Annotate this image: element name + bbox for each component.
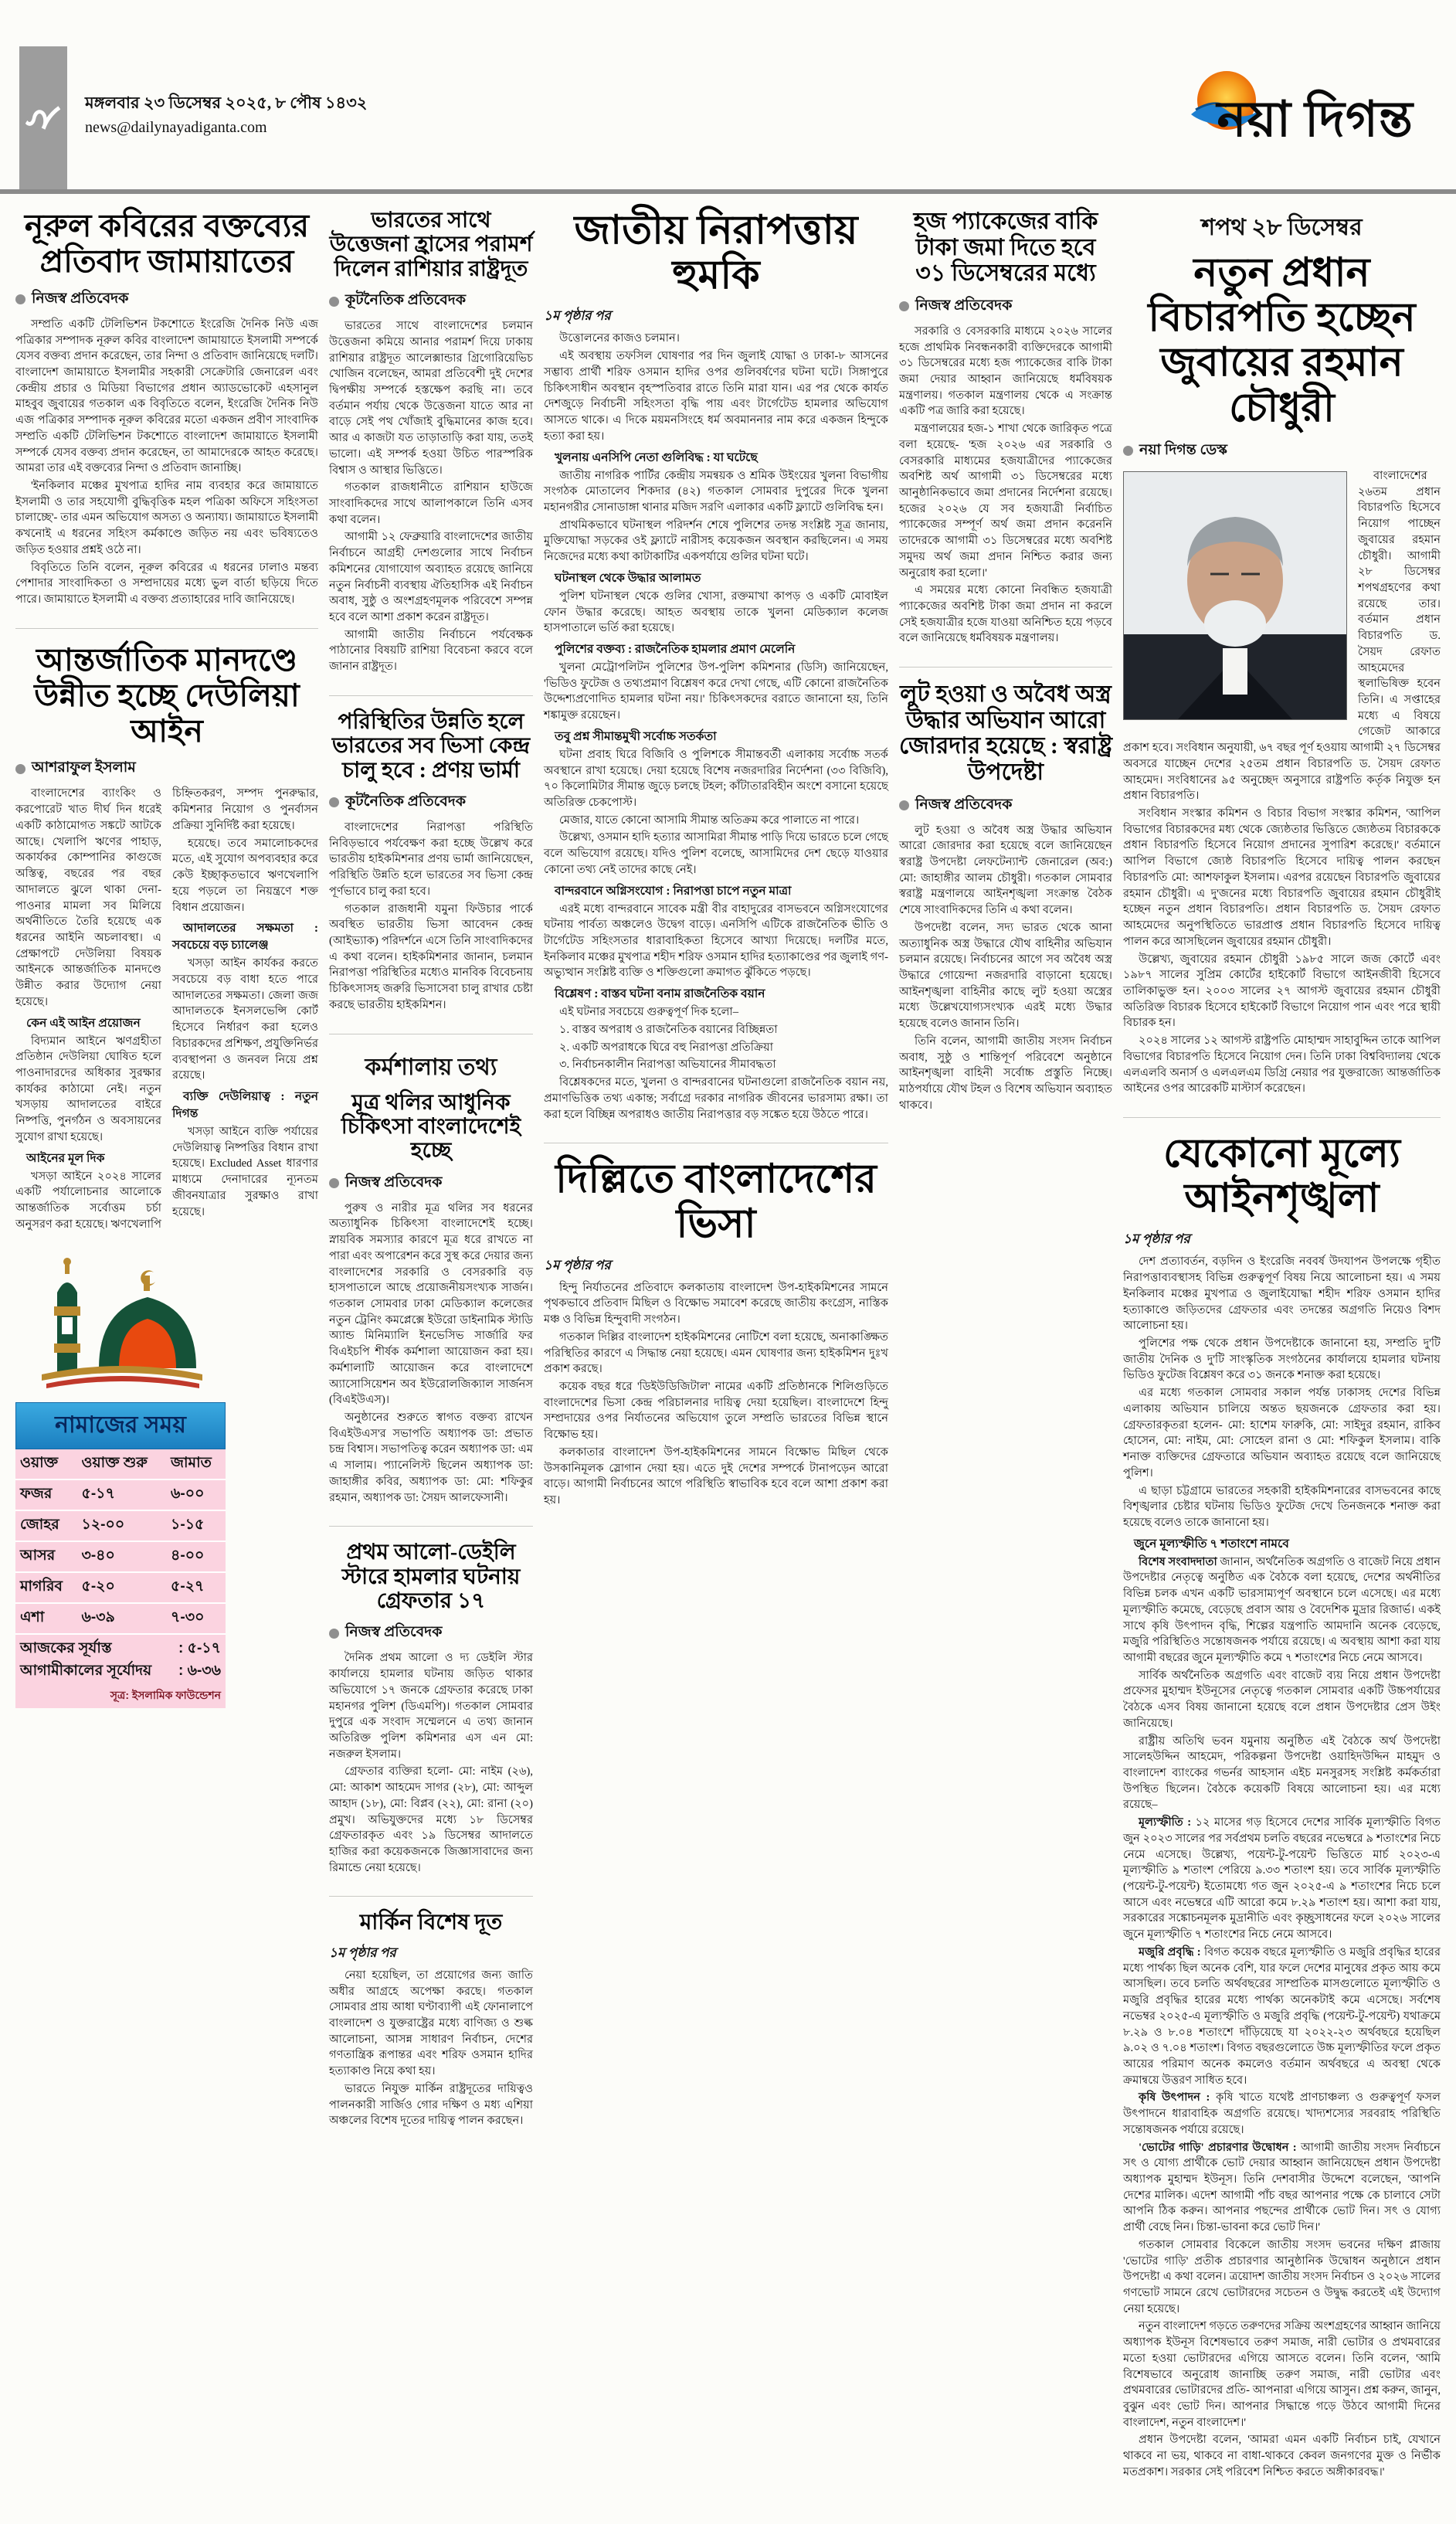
continued-from-note: ১ম পৃষ্ঠার পর: [544, 1257, 611, 1272]
header-meta: [85, 91, 367, 139]
article-paragraph: নতুন বাংলাদেশ গড়তে তরুণদের সক্রিয় অংশগ্রহণের আহ্বান জানিয়ে অধ্যাপক ইউনূস বিশেষভাবে তরুণ সমাজ, নারী ভোটার ও প্রথমবারের মতো হওয়া ভোটারদের এগিয়ে আসতে বলেন। তিনি বলেন, 'আমি বিশেষভাবে অনুরোধ জানাচ্ছি তরুণ সমাজ, নারী ভোটার এবং প্রথমবারের ভোটারদের প্রতি- আপনারা এগিয়ে আসুন। প্রশ্ন করুন, জানুন, বুঝুন এবং ভোট দিন। আপনার সিদ্ধান্তে গড়ে উঠবে আগামী দিনের বাংলাদেশ, নতুন বাংলাদেশ।': [1123, 2320, 1441, 2429]
article-body: [329, 1650, 533, 1876]
article-paragraph: ২০২৪ সালের ১২ আগস্ট রাষ্ট্রপতি মোহাম্মদ সাহাবুদ্দিন তাকে আপিল বিভাগের বিচারপতি হিসেবে নিয়োগ দেন। তিনি ঢাকা বিশ্ববিদ্যালয় থেকে এলএলবি অনার্স ও এলএলএম ডিগ্রি নেয়ার পর যুক্তরাজ্যে আন্তর্জাতিক আইনের ওপর আরেকটি মাস্টার্স করেছেন।: [1123, 1034, 1441, 1096]
article: [1123, 1117, 1441, 2481]
article-byline: [15, 287, 318, 312]
article: [329, 1526, 533, 1876]
continued-from-note: ১ম পৃষ্ঠার পর: [544, 308, 611, 324]
article-byline: [329, 289, 533, 314]
article-paragraph: 'ইনকিলাব মঞ্চের মুখপাত্র হাদির নাম ব্যবহার করে জামায়াতে ইসলামী ও তার সহযোগী বুদ্ধিবৃত্তিক মহল পত্রিকা অফিসে সহিংসতা চালাচ্ছে'- তার এমন অভিযোগ অসত্য ও অন্যায্য। জামায়াতে ইসলামী কখনোই এ ধরনের সহিংস কর্মকাণ্ডে জড়িত নয় এবং ভবিষ্যতেও জড়িত হওয়ার প্রশ্নই ওঠে না।: [15, 480, 318, 556]
sunset-label: আজকের সূর্যাস্ত: [20, 1640, 112, 1657]
byline-name: নিজস্ব প্রতিবেদক: [32, 290, 129, 307]
page-number-block: [15, 46, 67, 189]
article-paragraph: পুরুষ ও নারীর মূত্র থলির সব ধরনের অত্যাধুনিক চিকিৎসা বাংলাদেশেই হচ্ছে। স্নায়বিক সমস্যার কারণে মূত্র ধরে রাখতে না পারা এবং অপারেশন করে সুস্থ করে দেয়ার জন্য বাংলাদেশের সরকারি ও বেসরকারি বড় হাসপাতালে আছে প্রয়োজনীয়সংখ্যক সার্জন। গতকাল সোমবার ঢাকা মেডিক্যাল কলেজের নতুন ট্রেনিং কমপ্লেক্সে ইউরো ডাইনামিক স্টাডি অ্যান্ড মিনিম্যালি ইনভেসিভ সার্জারি ফর বিএইচপি শীর্ষক কর্মশালা আয়োজন করা হয়। কর্মশালাটি আয়োজন করে বাংলাদেশে অ্যাসোসিয়েশন অব ইউরোলজিক্যাল সার্জনস (বিএইউএস)।: [329, 1201, 533, 1407]
article-body: [329, 1201, 533, 1507]
article-headline: মার্কিন বিশেষ দূত: [359, 1911, 503, 1935]
article-paragraph: ৩. নির্বাচনকালীন নিরাপত্তা অভিযানের সীমাবদ্ধতা: [559, 1058, 776, 1072]
article: [544, 209, 888, 1123]
article-paragraph: নেয়া হয়েছিল, তা প্রয়োগের জন্য জাতি অধীর আগ্রহে অপেক্ষা করছে। গতকাল সোমবার প্রায় আধা ঘণ্টাব্যাপী এই ফোনালাপে বাংলাদেশ ও যুক্তরাষ্ট্রের মধ্যে বাণিজ্য ও শুল্ক আলোচনা, আসন্ন সাধারণ নির্বাচন, দেশের গণতান্ত্রিক রূপান্তর এবং শরিফ ওসমান হাদির হত্যাকাণ্ড নিয়ে কথা হয়।: [329, 1969, 533, 2078]
prayer-time: ৫-১৭: [77, 1479, 167, 1510]
page-header: [0, 0, 1456, 192]
prayer-times-widget: [15, 1252, 226, 1708]
prayer-name: মাগরিব: [15, 1572, 77, 1603]
article-paragraph: প্রধান উপদেষ্টা বলেন, 'আমরা এমন একটি নির্বাচন চাই, যেখানে থাকবে না ভয়, থাকবে না বাধা-থাকবে কেবল জনগণের মুক্ত ও নির্ভীক মতপ্রকাশ। সরকার সেই পরিবেশ নিশ্চিত করতে অঙ্গীকারবদ্ধ।': [1123, 2434, 1441, 2478]
prayer-col-header: ওয়াক্ত: [15, 1449, 77, 1479]
byline-bullet-icon: [899, 800, 909, 810]
article-paragraph: হয়েছে। তবে সমালোচকদের মতে, এই সুযোগ অপব্যবহার করে কেউ ইচ্ছাকৃতভাবে ঋণখেলাপি হয়ে পড়লে তা নিয়ন্ত্রণে শক্ত বিধান প্রয়োজন।: [172, 837, 318, 914]
sunset-row: [20, 1638, 221, 1660]
prayer-time: ৭-৩০: [166, 1603, 226, 1634]
prayer-name: ফজর: [15, 1479, 77, 1510]
article-paragraph: রাষ্ট্রীয় অতিথি ভবন যমুনায় অনুষ্ঠিত এই বৈঠকে অর্থ উপদেষ্টা সালেহউদ্দিন আহমেদ, পরিকল্পনা উপদেষ্টা ওয়াহিদউদ্দিন মাহমুদ ও বাংলাদেশ ব্যাংকের গভর্নর আহসান এইচ মনসুরসহ সংশ্লিষ্ট কর্মকর্তারা উপস্থিত ছিলেন। বৈঠকে কয়েকটি বিষয়ে আলোচনা হয়। এর মধ্যে রয়েছে–: [1123, 1734, 1441, 1812]
article-byline: [899, 793, 1112, 818]
article-paragraph: খসড়া আইন কার্যকর করতে সবচেয়ে বড় বাধা হতে পারে আদালতের সক্ষমতা। জেলা জজ আদালতকে ইনসলভেন্সি কোর্ট হিসেবে নির্ধারণ করা হলেও বিচারকদের প্রশিক্ষণ, প্রযুক্তিনির্ভর ব্যবস্থাপনা ও জনবল নিয়ে প্রশ্ন রয়েছে।: [172, 957, 318, 1082]
byline-bullet-icon: [329, 1178, 339, 1188]
article-subhead: তবু প্রশ্ন সীমান্তমুখী সর্বোচ্চ সতর্কতা: [555, 729, 717, 743]
prayer-name: জোহর: [15, 1510, 77, 1541]
article-byline: [899, 294, 1112, 319]
article-paragraph: আগামী জাতীয় নির্বাচনে পর্যবেক্ষক পাঠানোর বিষয়টি রাশিয়া বিবেচনা করবে বলে জানান রাষ্ট্রদূত।: [329, 628, 533, 674]
article-byline: [329, 790, 533, 815]
byline-bullet-icon: [329, 797, 339, 807]
article-paragraph: উল্লেখ্য, ওসমান হাদি হত্যার আসামিরা সীমান্ত পাড়ি দিয়ে ভারতে চলে গেছে বলে অভিযোগ রয়েছে। যদিও পুলিশ বলেছে, আসামিদের দেশ ছেড়ে যাওয়ার কোনো তথ্য নেই তাদের কাছে নেই।: [544, 831, 888, 876]
article-paragraph: সরকারি ও বেসরকারি মাধ্যমে ২০২৬ সালের হজে প্রাথমিক নিবন্ধনকারী ব্যক্তিদেরকে আগামী ৩১ ডিসেম্বরের মধ্যে হজ প্যাকেজের বাকি টাকা জমা দেয়ার আহ্বান জানিয়েছে ধর্মবিষয়ক মন্ত্রণালয়। গতকাল মন্ত্রণালয় থেকে এ সংক্রান্ত একটি পত্র জারি করা হয়েছে।: [899, 324, 1112, 418]
article-body: [899, 823, 1112, 1114]
prayer-time: ৫-২০: [77, 1572, 167, 1603]
article-paragraph: দৈনিক প্রথম আলো ও দ্য ডেইলি স্টার কার্যালয়ে হামলার ঘটনায় জড়িত থাকার অভিযোগে ১৭ জনকে গ্রেফতার করেছে ঢাকা মহানগর পুলিশ (ডিএমপি)। গতকাল সোমবার দুপুরে এক সংবাদ সম্মেলনে এ তথ্য জানান অতিরিক্ত পুলিশ কমিশনার এস এন মো: নজরুল ইসলাম।: [329, 1652, 533, 1761]
article-subhead: জুনে মূল্যস্ফীতি ৭ শতাংশে নামবে: [1134, 1537, 1289, 1551]
sunset-value: : ৫-১৭: [178, 1640, 221, 1657]
article-body: [1123, 468, 1441, 1097]
article-paragraph: আগামী ১২ ফেব্রুয়ারি বাংলাদেশের জাতীয় নির্বাচনে আগ্রহী দেশগুলোর সাথে নির্বাচন কমিশনের যোগাযোগ অব্যাহত রয়েছে জানিয়ে নতুন নির্বাচনী ব্যবস্থায় ঐতিহাসিক এই নির্বাচন অবাধ, সুষ্ঠু ও অংশগ্রহণমূলক পরিবেশে সম্পন্ন হবে বলে আশা প্রকাশ করেন রাষ্ট্রদূত।: [329, 531, 533, 624]
article-headline: ভারতের সাথে উত্তেজনা হ্রাসের পরামর্শ দিলেন রাশিয়ার রাষ্ট্রদূত: [329, 209, 533, 281]
prayer-row: [15, 1572, 226, 1603]
paragraph-lead: কৃষি উৎপাদন :: [1139, 2091, 1210, 2104]
mosque-icon: [28, 1252, 213, 1399]
paragraph-lead: বিশেষ সংবাদদাতা: [1139, 1555, 1217, 1568]
article-body: [15, 317, 318, 608]
article-byline: [15, 756, 318, 781]
prayer-time: ১-১৫: [166, 1510, 226, 1541]
sunrise-label: আগামীকালের সূর্যোদয়: [20, 1662, 152, 1679]
article-paragraph: খুলনা মেট্রোপলিটন পুলিশের উপ-পুলিশ কমিশনার (ডিসি) জানিয়েছেন, 'ভিডিও ফুটেজ ও তথ্যপ্রমাণ বিশ্লেষণ করে দেখা গেছে, এটি কোনো রাজনৈতিক উদ্দেশ্যপ্রণোদিত হামলার ঘটনা নয়।' চিকিৎসকদের বরাতে জানানো হয়, তিনি শঙ্কামুক্ত রয়েছেন।: [544, 661, 888, 722]
article-paragraph: গতকাল সোমবার বিকেলে জাতীয় সংসদ ভবনের দক্ষিণ প্লাজায় 'ভোটের গাড়ি' প্রতীক প্রচারণার আনুষ্ঠানিক উদ্বোধন অনুষ্ঠানে প্রধান উপদেষ্টা এ কথা বলেন। ত্রয়োদশ জাতীয় সংসদ নির্বাচন ও ২০২৬ সালের গণভোট সামনে রেখে ভোটারদের সচেতন ও উদ্বুদ্ধ করতেই এই উদ্যোগ নেয়া হয়েছে।: [1123, 2238, 1441, 2315]
article-subhead: বিশ্লেষণ : বাস্তব ঘটনা বনাম রাজনৈতিক বয়ান: [555, 987, 765, 1001]
article: [15, 209, 318, 608]
byline-name: আশরাফুল ইসলাম: [32, 759, 136, 776]
byline-bullet-icon: [329, 1629, 339, 1639]
article-paragraph: কয়েক বছর ধরে 'ডিইউডিজিটাল' নামের একটি প্রতিষ্ঠানকে শিলিগুড়িতে বাংলাদেশের ভিসা কেন্দ্র পরিচালনার দায়িত্ব দেয়া হয়েছিল। বাংলাদেশে হিন্দু সম্প্রদায়ের ওপর নির্যাতনের অভিযোগ তুলে সম্প্রতি ভারতের বিভিন্ন স্থানে বিক্ষোভ হয়।: [544, 1381, 888, 1442]
article-subhead: পুলিশের বক্তব্য : রাজনৈতিক হামলার প্রমাণ মেলেনি: [555, 642, 796, 656]
date-line: মঙ্গলবার ২৩ ডিসেম্বর ২০২৫, ৮ পৌষ ১৪৩২: [85, 93, 368, 112]
article-paragraph: খসড়া আইনে ২০২৪ সালের একটি পর্যালোচনার আলোকে আন্তর্জাতিক সর্বোত্তম চর্চা অনুসরণ করা হয়েছে। ঋণখেলাপি চিহ্নিতকরণ, সম্পদ পুনরুদ্ধার, কমিশনার নিয়োগ ও পুনর্বাসন প্রক্রিয়া সুনির্দিষ্ট করা হয়েছে।: [15, 787, 318, 1231]
prayer-title: নামাজের সময়: [15, 1402, 226, 1449]
article-byline: [329, 1621, 533, 1646]
byline-name: নিজস্ব প্রতিবেদক: [345, 1624, 443, 1641]
article-byline: [329, 1171, 533, 1196]
article: [1123, 209, 1441, 1097]
article-paragraph: ঘটনা প্রবাহ ঘিরে বিজিবি ও পুলিশকে সীমান্তবর্তী এলাকায় সর্বোচ্চ সতর্ক অবস্থানে রাখা হয়েছে। দেয়া হয়েছে বিশেষ নজরদারির নির্দেশনা (৩৩ বিজিবি), ৭০ কিলোমিটার সীমান্ত জুড়ে চলছে টহল; কাঁটাতারবিহীন অংশে বসানো হয়েছে অতিরিক্ত চেকপোস্ট।: [544, 748, 888, 809]
article-paragraph: এরই মধ্যে বান্দরবানে সাবেক মন্ত্রী বীর বাহাদুরের বাসভবনে অগ্নিসংযোগের ঘটনায় পার্বত্য অঞ্চলেও উদ্বেগ বাড়ে। এনসিপি এটিকে রাজনৈতিক ভীতি ও টার্গেটেড সহিংসতার ধারাবাহিকতা হিসেবে আখ্যা দিয়েছে। দলটির মতে, ইনকিলাব মঞ্চের মুখপাত্র শহীদ শরিফ ওসমান হাদির হত্যাকাণ্ডের পর জুলাই গণ-অভ্যুত্থান সংশ্লিষ্ট ব্যক্তি ও শক্তিগুলো ক্রমাগত ঝুঁকিতে পড়ছে।: [544, 902, 888, 980]
article-paragraph: ভারতে নিযুক্ত মার্কিন রাষ্ট্রদূতের দায়িত্বও পালনকারী সার্জিও গোর দক্ষিণ ও মধ্য এশিয়া অঞ্চলের বিশেষ দূতের দায়িত্ব পালন করছেন।: [329, 2082, 533, 2128]
article-headline: পরিস্থিতির উন্নতি হলে ভারতের সব ভিসা কেন্দ্র চালু হবে : প্রণয় ভার্মা: [331, 709, 531, 783]
article-paragraph: মূল্যস্ফীতি : ১২ মাসের গড় হিসেবে দেশের সার্বিক মূল্যস্ফীতি বিগত জুন ২০২৩ সালের পর সর্বপ্রথম চলতি বছরের নভেম্বরে ৯ শতাংশের নিচে নেমে এসেছে। উল্লেখ্য, পয়েন্ট-টু-পয়েন্ট ভিত্তিতে মার্চ ২০২৩-এ মূল্যস্ফীতি ৯ শতাংশ পেরিয়ে ৯.৩৩ শতাংশ হয়। তবে সার্বিক মূল্যস্ফীতি (পয়েন্ট-টু-পয়েন্ট) ইতোমধ্যে গত জুন ২০২৫-এ ৯ শতাংশের নিচে চলে আসে এবং নভেম্বরে এটি আরো কমে ৮.২৯ শতাংশ হয়। আশা করা যায়, সরকারের সঙ্কোচনমূলক মুদ্রানীতি এবং কৃচ্ছ্রসাধনের ফলে ২০২৬ সালের জুনে মূল্যস্ফীতি ৭ শতাংশের নিচে নেমে আসবে।: [1123, 1816, 1441, 1941]
article-paragraph: সম্প্রতি একটি টেলিভিশন টকশোতে ইংরেজি দৈনিক নিউ এজ পত্রিকার সম্পাদক নূরুল কবির বাংলাদেশ জামায়াতে ইসলামী সম্পর্কে যেসব বক্তব্য প্রদান করেছেন, তার নিন্দা ও প্রতিবাদ জানিয়েছে দলটি। বাংলাদেশ জামায়াতে ইসলামীর সহকারী সেক্রেটারি জেনারেল এবং কেন্দ্রীয় প্রচার ও মিডিয়া বিভাগের প্রধান অ্যাডভোকেট এহসানুল মাহবুব জুবায়ের গতকাল এক বিবৃতিতে বলেন, ইংরেজি দৈনিক নিউ এজ পত্রিকার সম্পাদক নূরুল কবিরের মতো একজন প্রবীণ সাংবাদিক সম্প্রতি একটি টেলিভিশন টকশোতে বাংলাদেশ জামায়াতে ইসলামী সম্পর্কে যেসব বক্তব্য প্রদান করেছেন, তা আমাদেরকে আহত করেছে। আমরা তার এই বক্তব্যের নিন্দা ও প্রতিবাদ জানাচ্ছি।: [15, 318, 318, 475]
article-body: [1123, 1254, 1441, 2480]
column-3: [544, 207, 888, 1529]
prayer-source: সূত্র: ইসলামিক ফাউন্ডেশন: [15, 1685, 226, 1708]
article-subhead: আদালতের সক্ষমতা : সবচেয়ে বড় চ্যালেঞ্জ: [172, 922, 318, 953]
article: [329, 1034, 533, 1507]
prayer-col-header: জামাত: [166, 1449, 226, 1479]
article-paragraph: পুলিশ ঘটনাস্থল থেকে গুলির খোসা, রক্তমাখা কাপড় ও একটি মোবাইল ফোন উদ্ধার করেছে। আহত অবস্থায় তাকে খুলনা মেডিক্যাল কলেজ হাসপাতালে ভর্তি করা হয়েছে।: [544, 589, 888, 635]
sunrise-row: [20, 1660, 221, 1683]
article-subhead: খুলনায় এনসিপি নেতা গুলিবিদ্ধ : যা ঘটেছে: [555, 450, 758, 464]
byline-bullet-icon: [1123, 446, 1133, 456]
article-paragraph: বিদ্যমান আইনে ঋণগ্রহীতা প্রতিষ্ঠান দেউলিয়া ঘোষিত হলে পাওনাদারদের অধিকার সুরক্ষার কার্যকর কাঠামো নেই। নতুন খসড়ায় আদালতের বাইরে নিষ্পত্তি, পুনর্গঠন ও অবসায়নের সুযোগ রাখা হয়েছে।: [15, 1034, 161, 1143]
article-headline: হজ প্যাকেজের বাকি টাকা জমা দিতে হবে ৩১ ডিসেম্বরের মধ্যে: [913, 209, 1098, 287]
article-paragraph: সার্বিক অর্থনৈতিক অগ্রগতি এবং বাজেট ব্যয় নিয়ে প্রধান উপদেষ্টা প্রফেসর মুহাম্মদ ইউনূসের নেতৃত্বে গতকাল সোমবার একটি উচ্চপর্যায়ের বৈঠকে এসব বিষয় জানানো হয়েছে বলে প্রধান উপদেষ্টার প্রেস উইং জানিয়েছে।: [1123, 1669, 1441, 1730]
article: [15, 628, 318, 1233]
article-paragraph: ভারতের সাথে বাংলাদেশের চলমান উত্তেজনা কমিয়ে আনার পরামর্শ দিয়ে ঢাকায় রাশিয়ার রাষ্ট্রদূত আলেক্সান্ডার গ্রিগোরিয়েভিচ খোজিন বলেছেন, আমরা প্রতিবেশী দুই দেশের দ্বিপক্ষীয় সম্পর্কে হস্তক্ষেপ করছি না। তবে বর্তমান পর্যায় থেকে উত্তেজনা যাতে আর না বাড়ে সেই পথ খোঁজাই বুদ্ধিমানের কাজ হবে। আর এ কাজটা যত তাড়াতাড়ি করা যায়, ততই ভালো। এই সম্পর্ক হওয়া উচিত পারস্পরিক বিশ্বাস ও আস্থার ভিত্তিতে।: [329, 320, 533, 477]
article-headline: দিল্লিতে বাংলাদেশের ভিসা: [555, 1157, 877, 1247]
prayer-extra: [15, 1635, 226, 1685]
article-paragraph: মন্ত্রণালয়ের হজ-১ শাখা থেকে জারিকৃত পত্রে বলা হয়েছে- 'হজ ২০২৬ এর সরকারি ও বেসরকারি মাধ্যমের হজযাত্রীদের প্যাকেজের অবশিষ্ট অর্থ আগামী ৩১ ডিসেম্বরের মধ্যে আনুষ্ঠানিকভাবে জমা প্রদানের নির্দেশনা রয়েছে। হজের ২০২৬ যে সব হজযাত্রী নির্বাচিত প্যাকেজের সম্পূর্ণ অর্থ জমা প্রদান করেননি তাদেরকে আগামী ৩১ ডিসেম্বরের মধ্যে অবশিষ্ট সমুদয় অর্থ জমা প্রদান নিশ্চিত করার জন্য অনুরোধ করা হলো।': [899, 423, 1112, 579]
article-paragraph: গতকাল দিল্লির বাংলাদেশ হাইকমিশনের নোটিশে বলা হয়েছে, অনাকাঙ্ক্ষিত পরিস্থিতির কারণে এ সিদ্ধান্ত নেয়া হয়েছে। এমন ঘোষণার জন্য হাইকমিশন দুঃখ প্রকাশ করছে।: [544, 1330, 888, 1376]
article-paragraph: বিশ্লেষকদের মতে, খুলনা ও বান্দরবানের ঘটনাগুলো রাজনৈতিক বয়ান নয়, প্রমাণভিত্তিক তথ্য একান্ত; সর্বাগ্রে দরকার নাগরিক জীবনের ভারসাম্য রক্ষা। তা করা হলে বিচ্ছিন্ন অপরাধও জাতীয় নিরাপত্তার বড় সঙ্কেত হয়ে উঠতে পারে।: [544, 1076, 888, 1121]
article-headline: নতুন প্রধান বিচারপতি হচ্ছেন জুবায়ের রহমান চৌধুরী: [1148, 251, 1416, 430]
article-paragraph: 'ভোটের গাড়ি' প্রচারণার উদ্বোধন : আগামী জাতীয় সংসদ নির্বাচনে সৎ ও যোগ্য প্রার্থীকে ভোট দেয়ার আহ্বান জানিয়েছেন প্রধান উপদেষ্টা অধ্যাপক মুহাম্মদ ইউনূস। তিনি দেশবাসীর উদ্দেশে বলেছেন, 'আপনি দেশের মালিক। এদেশ আগামী পাঁচ বছর আপনার পক্ষে কে চালাবে সেটা আপনি ঠিক করুন। আপনার পছন্দের প্রার্থীকে ভোট দিন। সৎ ও যোগ্য প্রার্থী বেছে নিন। চিন্তা-ভাবনা করে ভোট দিন।': [1123, 2141, 1441, 2234]
prayer-time: ৬-০০: [166, 1479, 226, 1510]
prayer-time: ৫-২৭: [166, 1572, 226, 1603]
continued-from-note: ১ম পৃষ্ঠার পর: [1123, 1231, 1190, 1247]
masthead-title: নয়া দিগন্ত: [1217, 92, 1414, 147]
page-number: ২: [15, 103, 66, 133]
article-paragraph: ২. একটি অপরাধকে ঘিরে বহু নিরাপত্তা প্রতিক্রিয়া: [559, 1041, 773, 1054]
article-kicker: শপথ ২৮ ডিসেম্বর: [1201, 215, 1363, 240]
article-headline: মূত্র থলির আধুনিক চিকিৎসা বাংলাদেশেই হচ্ছে: [341, 1090, 521, 1163]
byline-name: কূটনৈতিক প্রতিবেদক: [345, 793, 467, 810]
article-body: [544, 331, 888, 1123]
portrait-image: [1124, 472, 1346, 719]
article-paragraph: সংবিধান সংস্কার কমিশন ও বিচার বিভাগ সংস্কার কমিশন, 'আপিল বিভাগের বিচারকদের মধ্য থেকে জ্যেষ্ঠতার ভিত্তিতে জ্যেষ্ঠতম বিচারককে প্রধান বিচারপতি হিসেবে নিয়োগ প্রদানের সুপারিশ করেছে।' বর্তমানে আপিল বিভাগে জ্যেষ্ঠ বিচারপতি হিসেবে দায়িত্ব পালন করছেন বিচারপতি মো: আশফাকুল ইসলাম। এরপর রয়েছেন বিচারপতি জুবায়ের রহমান চৌধুরী। এ দু'জনের মধ্যে বিচারপতি জুবায়ের রহমান চৌধুরীই হচ্ছেন নতুন প্রধান বিচারপতি। প্রধান বিচারপতি ড. সৈয়দ রেফাত আহমেদের অনুপস্থিতিতে ভারপ্রাপ্ত প্রধান বিচারপতি হিসেবে দায়িত্ব পালন করে আসছিলেন জুবায়ের রহমান চৌধুরী।: [1123, 807, 1441, 948]
article-headline: লুট হওয়া ও অবৈধ অস্ত্র উদ্ধার অভিযান আরো জোরদার হয়েছে : স্বরাষ্ট্র উপদেষ্টা: [899, 681, 1112, 785]
article-headline: প্রথম আলো-ডেইলি স্টারে হামলার ঘটনায় গ্রেফতার ১৭: [341, 1541, 521, 1614]
article-paragraph: পুলিশের পক্ষ থেকে প্রধান উপদেষ্টাকে জানানো হয়, সম্প্রতি দু'টি জাতীয় দৈনিক ও দু'টি সাংস্কৃতিক সংগঠনের কার্যালয়ে হামলার ঘটনায় ভিডিও ফুটেজ বিশ্লেষণ করে ৩১ জনকে শনাক্ত করা হয়েছে।: [1123, 1337, 1441, 1382]
article-paragraph: কৃষি উৎপাদন : কৃষি খাতে যথেষ্ট প্রাণচাঞ্চল্য ও গুরুত্বপূর্ণ ফসল উৎপাদনে ধারাবাহিক অগ্রগতি রয়েছে। খাদ্যশস্যের সরবরাহ পরিস্থিতি সন্তোষজনক পর্যায়ে রয়েছে।: [1123, 2091, 1441, 2136]
byline-name: নিজস্ব প্রতিবেদক: [345, 1174, 443, 1191]
prayer-row: [15, 1603, 226, 1634]
article-paragraph: এ ছাড়া চট্টগ্রামে ভারতের সহকারী হাইকমিশনারের বাসভবনের কাছে বিশৃঙ্খলার চেষ্টার ঘটনায় ভিডিও ফুটেজ দেখে তিনজনকে শনাক্ত করা হয়েছে বলেও তাকে জানানো হয়।: [1123, 1484, 1441, 1529]
article-subhead: বান্দরবানে অগ্নিসংযোগ : নিরাপত্তা চাপে নতুন মাত্রা: [555, 884, 792, 898]
byline-bullet-icon: [15, 294, 25, 304]
byline-name: নিজস্ব প্রতিবেদক: [915, 297, 1013, 314]
article-paragraph: অনুষ্ঠানের শুরুতে স্বাগত বক্তব্য রাখেন বিএইউএস'র সভাপতি অধ্যাপক ডা: প্রভাত চন্দ্র বিশ্বাস। সভাপতিত্ব করেন অধ্যাপক ডা: এম এ সালাম। প্যানেলিস্ট ছিলেন অধ্যাপক ডা: জাহাঙ্গীর কবির, অধ্যাপক ডা: মো: শফিকুর রহমান, অধ্যাপক ডা: সৈয়দ আলফেসানী।: [329, 1411, 533, 1504]
prayer-row: [15, 1541, 226, 1572]
byline-name: কূটনৈতিক প্রতিবেদক: [345, 292, 467, 309]
article-paragraph: গতকাল রাজধানীতে রাশিয়ান হাউজে সাংবাদিকদের সাথে আলাপকালে তিনি এসব কথা বলেন।: [329, 481, 533, 526]
article-paragraph: বাংলাদেশের নিরাপত্তা পরিস্থিতি নিবিড়ভাবে পর্যবেক্ষণ করা হচ্ছে উল্লেখ করে ভারতীয় হাইকমিশনার প্রণয় ভার্মা জানিয়েছেন, পরিস্থিতি উন্নতি হলে ভারতের সব ভিসা কেন্দ্র পূর্ণভাবে চালু করা হবে।: [329, 820, 533, 898]
article-body: [15, 786, 318, 1232]
prayer-table: [15, 1449, 226, 1635]
article-subhead: ঘটনাস্থল থেকে উদ্ধার আলামত: [555, 571, 701, 585]
prayer-time: ৪-০০: [166, 1541, 226, 1572]
article-paragraph: গতকাল রাজধানী যমুনা ফিউচার পার্কে অবস্থিত ভারতীয় ভিসা আবেদন কেন্দ্র (আইভ্যাক) পরিদর্শনে এসে তিনি সাংবাদিকদের এ কথা বলেন। হাইকমিশনার জানান, চলমান নিরাপত্তা পরিস্থিতির মধ্যেও মানবিক বিবেচনায় চিকিৎসাসহ জরুরি ভিসাসেবা চালু রাখার চেষ্টা করছে ভারতীয় হাইকমিশন।: [329, 902, 533, 1011]
article-headline: যেকোনো মূল্যে আইনশৃঙ্খলা: [1162, 1131, 1400, 1221]
header-rule: [0, 189, 1456, 194]
masthead: [1159, 60, 1414, 168]
article-byline: [1123, 439, 1441, 464]
article-headline: জাতীয় নিরাপত্তায় হুমকি: [574, 209, 858, 298]
prayer-row: [15, 1510, 226, 1541]
prayer-time: ১২-০০: [77, 1510, 167, 1541]
byline-bullet-icon: [899, 301, 909, 311]
prayer-row: [15, 1479, 226, 1510]
article: [329, 1896, 533, 2129]
article-paragraph: এই অবস্থায় তফসিল ঘোষণার পর দিন জুলাই যোদ্ধা ও ঢাকা-৮ আসনের সম্ভাব্য প্রার্থী শরিফ ওসমান হাদির ওপর গুলিবর্ষণের ঘটনা ঘটে। সিঙ্গাপুরে চিকিৎসাধীন অবস্থান বৃহস্পতিবার রাতে তিনি মারা যান। এর পর থেকে কার্যত দেশজুড়ে নির্বাচনী সহিংসতা বৃদ্ধি পায় এবং টার্গেটেড হামলার অভিযোগ আসতে থাকে। এ দিকে ময়মনসিংহে ধর্ম অবমাননার নাম করে একজন হিন্দুকে হত্যা করা হয়।: [544, 350, 888, 443]
article-paragraph: কলকাতার বাংলাদেশ উপ-হাইকমিশনের সামনে বিক্ষোভ মিছিল থেকে উসকানিমূলক স্লোগান দেয়া হয়। এতে দুই দেশের সম্পর্কে টানাপড়েন আরো বাড়ে। আগামী নির্বাচনের আগে পরিস্থিতি স্বাভাবিক হবে বলে আশা প্রকাশ করা হয়।: [544, 1445, 888, 1507]
article-subhead: ব্যক্তি দেউলিয়াত্ব : নতুন দিগন্ত: [172, 1089, 318, 1120]
paragraph-lead: 'ভোটের গাড়ি' প্রচারণার উদ্বোধন :: [1139, 2141, 1297, 2154]
article-kicker: কর্মশালায় তথ্য: [365, 1054, 497, 1080]
article-paragraph: এ সময়ের মধ্যে কোনো নিবন্ধিত হজযাত্রী প্যাকেজের অবশিষ্ট টাকা জমা প্রদান না করলে সেই হজযাত্রীর হজে যাওয়া অনিশ্চিত হয়ে পড়বে বলে জানিয়েছে ধর্মবিষয়ক মন্ত্রণালয়।: [899, 584, 1112, 645]
article-paragraph: মজুরি প্রবৃদ্ধি : বিগত কয়েক বছরে মূল্যস্ফীতি ও মজুরি প্রবৃদ্ধির হারের মধ্যে পার্থক্য ছিল অনেক বেশি, যার ফলে দেশের মানুষের প্রকৃত আয় কমে আসছিল। তবে চলতি অর্থবছরের সাম্প্রতিক মাসগুলোতে মূল্যস্ফীতি ও মজুরি প্রবৃদ্ধির হারের মধ্যে পার্থক্য অনেকটাই কমে এসেছে। সর্বশেষ নভেম্বর ২০২৫-এ মূল্যস্ফীতি ও মজুরি প্রবৃদ্ধি (পয়েন্ট-টু-পয়েন্ট) যথাক্রমে ৮.২৯ ও ৮.০৪ শতাংশে দাঁড়িয়েছে যা ২০২২-২৩ অর্থবছরে হয়েছিল ৯.০২ ও ৭.০৪ শতাংশ। বিগত বছরগুলোতে উচ্চ মূল্যস্ফীতির ফলে প্রকৃত আয়ের পরিমাণ অনেক কমলেও বর্তমান অর্থবছরে এ অবস্থা থেকে ক্রমান্বয়ে উত্তরণ সাধিত হবে।: [1123, 1945, 1441, 2087]
article-paragraph: এই ঘটনার সবচেয়ে গুরুত্বপূর্ণ দিক হলো–: [559, 1006, 739, 1019]
article-body: [544, 1280, 888, 1509]
column-4: [899, 207, 1112, 1133]
prayer-col-header: ওয়াক্ত শুরু: [77, 1449, 167, 1479]
byline-bullet-icon: [15, 764, 25, 774]
article-subhead: আইনের মূল দিক: [26, 1151, 105, 1165]
article: [329, 695, 533, 1014]
contact-email: news@dailynayadiganta.com: [85, 118, 267, 136]
article-body: [329, 820, 533, 1014]
byline-name: নিজস্ব প্রতিবেদক: [915, 796, 1013, 813]
article-paragraph: লুট হওয়া ও অবৈধ অস্ত্র উদ্ধার অভিযান আরো জোরদার করা হয়েছে বলে জানিয়েছেন স্বরাষ্ট্র উপদেষ্টা লেফটেন্যান্ট জেনারেল (অব:) মো: জাহাঙ্গীর আলম চৌধুরী। গতকাল সোমবার স্বরাষ্ট্র মন্ত্রণালয়ে আইনশৃঙ্খলা সংক্রান্ত বৈঠক শেষে সাংবাদিকদের তিনি এ কথা বলেন।: [899, 824, 1112, 917]
article-headline: নূরুল কবিরের বক্তব্যের প্রতিবাদ জামায়াতের: [24, 208, 310, 279]
article-subhead: কেন এই আইন প্রয়োজন: [26, 1016, 141, 1030]
article: [899, 667, 1112, 1113]
paragraph-lead: মূল্যস্ফীতি :: [1139, 1816, 1192, 1829]
article-paragraph: উপদেষ্টা বলেন, সদ্য ভারত থেকে আনা অত্যাধুনিক অস্ত্র উদ্ধারে যৌথ বাহিনীর অভিযান চলমান রয়েছে। নির্বাচনের আগে সব অবৈধ অস্ত্র উদ্ধারে গোয়েন্দা নজরদারি বাড়ানো হয়েছে। আইনশৃঙ্খলা বাহিনীর কাছে লুট হওয়া অস্ত্রের মধ্যে উল্লেখযোগ্যসংখ্যক এরই মধ্যে উদ্ধার হয়েছে বলেও জানান তিনি।: [899, 921, 1112, 1031]
column-2: [329, 207, 533, 2149]
article-paragraph: হিন্দু নির্যাতনের প্রতিবাদে কলকাতায় বাংলাদেশ উপ-হাইকমিশনের সামনে পৃথকভাবে প্রতিবাদ মিছিল ও বিক্ষোভ সমাবেশ করেছে জাতীয় কংগ্রেস, নাস্তিক মঞ্চ ও বিভিন্ন হিন্দুবাদী সংগঠন।: [544, 1281, 888, 1327]
prayer-name: আসর: [15, 1541, 77, 1572]
article-body: [329, 318, 533, 675]
article-paragraph: মেজার, যাতে কোনো আসামি সীমান্ত অতিক্রম করে পালাতে না পারে।: [559, 814, 860, 827]
portrait-photo: [1123, 471, 1347, 720]
article-body: [899, 324, 1112, 647]
article-paragraph: দেশ প্রত্যাবর্তন, বড়দিন ও ইংরেজি নববর্ষ উদযাপন উপলক্ষে গৃহীত নিরাপত্তাব্যবস্থাসহ বিভিন্ন গুরুত্বপূর্ণ বিষয় নিয়ে আলোচনা হয়। এ সময় ইনকিলাব মঞ্চের মুখপাত্র ও জুলাইযোদ্ধা শহীদ শরিফ ওসমান হাদির হত্যাকাণ্ডে জড়িতদের গ্রেফতার এবং তদন্তের অগ্রগতি নিয়েও বিশদ আলোচনা হয়।: [1123, 1255, 1441, 1333]
article-paragraph: উল্লেখ্য, জুবায়ের রহমান চৌধুরী ১৯৮৫ সালে জজ কোর্টে এবং ১৯৮৭ সালের সুপ্রিম কোর্টের হাইকোর্ট বিভাগে আইনজীবী হিসেবে তালিকাভুক্ত হন। ২০০৩ সালের ২৭ আগস্ট জুবায়ের রহমান চৌধুরী অতিরিক্ত বিচারক হিসেবে হাইকোর্ট বিভাগে নিয়োগ পান এবং পরে স্থায়ী বিচারক হন।: [1123, 953, 1441, 1030]
article: [329, 209, 533, 675]
prayer-time: ৩-৪০: [77, 1541, 167, 1572]
article-paragraph: প্রাথমিকভাবে ঘটনাস্থল পরিদর্শন শেষে পুলিশের তদন্ত সংশ্লিষ্ট সূত্র জানায়, মুক্তিযোদ্ধা সড়কের ওই ফ্ল্যাটে নারীসহ কয়েকজন অবস্থান করছিলেন। এ সময় নিজেদের মধ্যে কথা কাটাকাটির একপর্যায়ে গুলির ঘটনা ঘটে।: [544, 518, 888, 564]
column-5: [1123, 207, 1441, 2501]
article-paragraph: বাংলাদেশের ব্যাংকিং ও করপোরেট খাত দীর্ঘ দিন ধরেই একটি কাঠামোগত সঙ্কটে আটকে আছে। খেলাপি ঋণের পাহাড়, অকার্যকর কোম্পানির কাগুজে অস্তিত্ব, বছরের পর বছর আদালতে ঝুলে থাকা দেনা-পাওনার মামলা সব মিলিয়ে অর্থনীতিতে তৈরি হয়েছে এক ধরনের আইনি অচলাবস্থা। এ প্রেক্ষাপটে দেউলিয়া বিষয়ক আইনকে আন্তর্জাতিক মানদণ্ডে উন্নীত করার উদ্যোগ নেয়া হয়েছে।: [15, 787, 161, 1008]
article-paragraph: বাংলাদেশের ২৬তম প্রধান বিচারপতি হিসেবে নিয়োগ পাচ্ছেন জুবায়ের রহমান চৌধুরী। আগামী ২৮ ডিসেম্বর শপথগ্রহণের কথা রয়েছে তার। বর্তমান প্রধান বিচারপতি ড. সৈয়দ রেফাত আহমেদের স্থলাভিষিক্ত হবেন তিনি। এ সপ্তাহের মধ্যে এ বিষয়ে গেজেট আকারে প্রকাশ হবে। সংবিধান অনুযায়ী, ৬৭ বছর পূর্ণ হওয়ায় আগামী ২৭ ডিসেম্বর অবসরে যাচ্ছেন দেশের ২৫তম প্রধান বিচারপতি ড. সৈয়দ রেফাত আহমেদ। সংবিধানের ৯৫ অনুচ্ছেদ অনুসারে রাষ্ট্রপতি কর্তৃক নিযুক্ত হন প্রধান বিচারপতি।: [1123, 469, 1441, 803]
paragraph-lead: মজুরি প্রবৃদ্ধি :: [1139, 1945, 1201, 1958]
byline-name: নয়া দিগন্ত ডেস্ক: [1139, 441, 1227, 458]
column-1: [15, 207, 318, 1708]
article-headline: আন্তর্জাতিক মানদণ্ডে উন্নীত হচ্ছে দেউলিয়া আইন: [34, 641, 300, 749]
article-paragraph: গ্রেফতার ব্যক্তিরা হলো- মো: নাইম (২৬), মো: আকাশ আহমেদ সাগর (২৮), মো: আব্দুল আহাদ (১৮), মো: বিপ্লব (২২), মো: রানা (২০) প্রমুখ। অভিযুক্তদের মধ্যে ১৮ ডিসেম্বর গ্রেফতারকৃত এবং ১৯ ডিসেম্বর আদালতে হাজির করা কয়েকজনকে জিজ্ঞাসাবাদের জন্য রিমান্ডে নেয়া হয়েছে।: [329, 1765, 533, 1874]
prayer-time: ৬-৩৯: [77, 1603, 167, 1634]
byline-bullet-icon: [329, 297, 339, 307]
article-paragraph: এর মধ্যে গতকাল সোমবার সকাল পর্যন্ত ঢাকাসহ দেশের বিভিন্ন এলাকায় অভিযান চালিয়ে অন্তত ছয়জনকে গ্রেফতার করা হয়। গ্রেফতারকৃতরা হলেন- মো: হাশেম ফারুকি, মো: সাইদুর রহমান, রাকিব হোসেন, মো: নাইম, মো: সোহেল রানা ও মো: শফিকুল ইসলাম। বাকি শনাক্ত ব্যক্তিদের গ্রেফতারে অভিযান অব্যাহত রয়েছে বলে জানিয়েছে পুলিশ।: [1123, 1387, 1441, 1479]
article-paragraph: জাতীয় নাগরিক পার্টির কেন্দ্রীয় সমন্বয়ক ও শ্রমিক উইংয়ের খুলনা বিভাগীয় সংগঠক মোতালেব শিকদার (৪২) গতকাল সোমবার দুপুরের দিকে খুলনা মহানগরীর সোনাডাঙ্গা থানার মজিদ সরণি এলাকার একটি ফ্ল্যাটে গুলিবিদ্ধ হন।: [544, 469, 888, 514]
continued-from-note: ১ম পৃষ্ঠার পর: [329, 1945, 396, 1960]
article-body: [329, 1968, 533, 2129]
article-paragraph: তিনি বলেন, আগামী জাতীয় সংসদ নির্বাচন অবাধ, সুষ্ঠু ও শান্তিপূর্ণ পরিবেশে অনুষ্ঠানে আইনশৃঙ্খলা বাহিনী সর্বোচ্চ প্রস্তুতি নিচ্ছে। মাঠপর্যায়ে যৌথ টহল ও বিশেষ অভিযান অব্যাহত থাকবে।: [899, 1034, 1112, 1112]
article-paragraph: ১. বাস্তব অপরাধ ও রাজনৈতিক বয়ানের বিচ্ছিন্নতা: [559, 1023, 778, 1036]
article: [899, 209, 1112, 647]
article-paragraph: খসড়া আইনে ব্যক্তি পর্যায়ের দেউলিয়াত্ব নিষ্পত্তির বিধান রাখা হয়েছে। Excluded Asset ধারণার মাধ্যমে দেনাদারের ন্যূনতম জীবনযাত্রার সুরক্ষাও রাখা হয়েছে।: [172, 1125, 318, 1218]
prayer-name: এশা: [15, 1603, 77, 1634]
article-paragraph: উত্তোলনের কাজও চলমান।: [559, 332, 680, 345]
prayer-header-row: [15, 1449, 226, 1479]
article: [544, 1143, 888, 1509]
sunrise-value: : ৬-৩৬: [178, 1662, 221, 1679]
article-paragraph: বিশেষ সংবাদদাতা জানান, অর্থনৈতিক অগ্রগতি ও বাজেট নিয়ে প্রধান উপদেষ্টার নেতৃত্বে অনুষ্ঠিত এক বৈঠকে বলা হয়েছে, দেশের অর্থনীতির বিভিন্ন চলক এখন একটি ভারসাম্যপূর্ণ অবস্থানে চলে এসেছে। এর মধ্যে মূল্যস্ফীতি কমেছে, বেড়েছে প্রবাস আয় ও বৈদেশিক মুদ্রার রিজার্ভ। একই সাথে কৃষি উৎপাদন বৃদ্ধি, শিল্পের যন্ত্রপাতি আমদানি অনেক বেড়েছে, মজুরি পরিস্থিতিও সন্তোষজনক পর্যায়ে রয়েছে। এ অবস্থায় আশা করা যায় আগামী বছরের জুনে মূল্যস্ফীতি কমে ৭ শতাংশের নিচে নেমে আসবে।: [1123, 1555, 1441, 1664]
content-grid: [0, 192, 1456, 2524]
article-paragraph: বিবৃতিতে তিনি বলেন, নূরুল কবিরের এ ধরনের ঢালাও মন্তব্য পেশাদার সাংবাদিকতা ও সম্প্রদায়ের মধ্যে ভুল বার্তা ছড়িয়ে দিতে পারে। জামায়াতে ইসলামী এ বক্তব্য প্রত্যাহারের দাবি জানিয়েছে।: [15, 561, 318, 606]
